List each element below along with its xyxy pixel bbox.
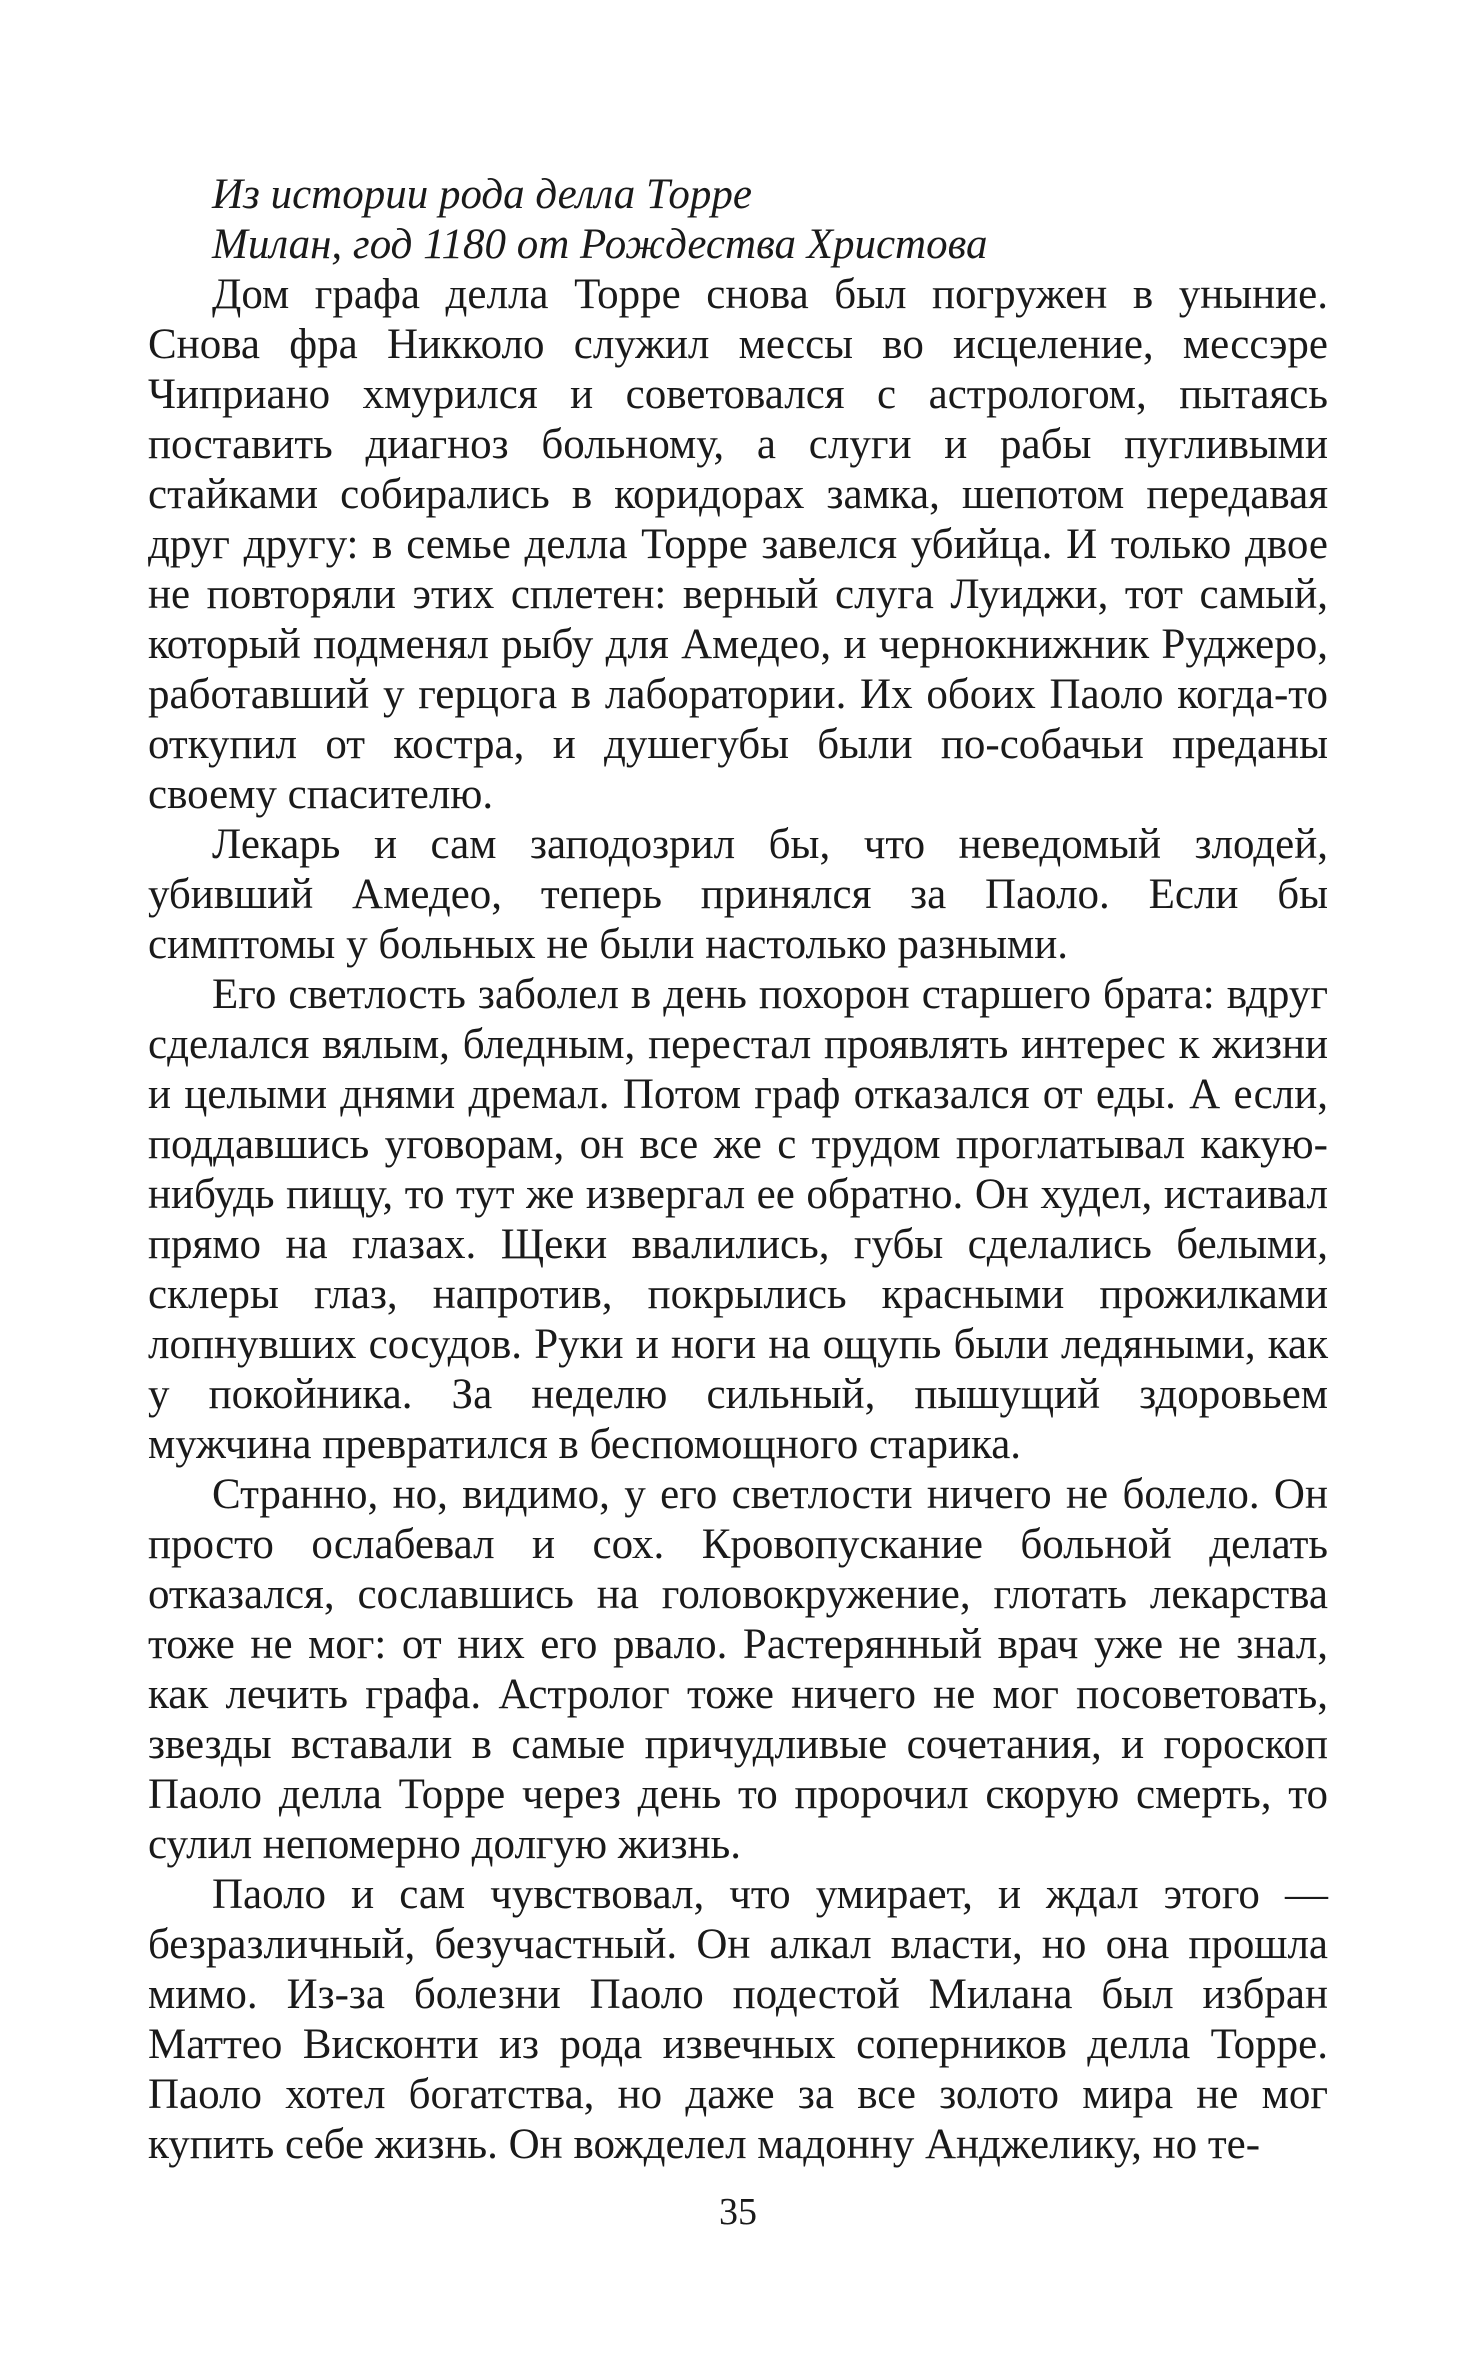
paragraph: Дом графа делла Торре снова был погружен в уныние. Снова фра Никколо служил мессы во исцеление, мессэре Чиприано хмурился и советовался с астрологом, пытаясь поставить диагноз больному, а слуги и рабы пугливыми стайками собирались в коридорах замка, шепотом передавая друг другу: в семье делла Торре завелся убийца. И только двое не повторяли этих сплетен: верный слуга Луиджи, тот самый, который подменял рыбу для Амедео, и чернокнижник Руджеро, работавший у герцога в лаборатории. Их обоих Паоло когда-то откупил от костра, и душегубы были по-собачьи преданы своему спасителю. xyxy=(148,271,1328,818)
page-number: 35 xyxy=(719,2191,757,2233)
paragraph: Лекарь и сам заподозрил бы, что неведомый злодей, убивший Амедео, теперь принялся за Паоло. Если бы симптомы у больных не были настолько разными. xyxy=(148,821,1328,968)
page-text xyxy=(148,170,1328,2170)
paragraph: Странно, но, видимо, у его светлости ничего не болело. Он просто ослабевал и сох. Кровопускание больной делать отказался, сославшись на головокружение, глотать лекарства тоже не мог: от них его рвало. Растерянный врач уже не знал, как лечить графа. Астролог тоже ничего не мог посоветовать, звезды вставали в самые причудливые сочетания, и гороскоп Паоло делла Торре через день то пророчил скорую смерть, то сулил непомерно долгую жизнь. xyxy=(148,1471,1328,1868)
paragraph: Его светлость заболел в день похорон старшего брата: вдруг сделался вялым, бледным, перестал проявлять интерес к жизни и целыми днями дремал. Потом граф отказался от еды. А если, поддавшись уговорам, он все же с трудом проглатывал какую-нибудь пищу, то тут же извергал ее обратно. Он худел, истаивал прямо на глазах. Щеки ввалились, губы сделались белыми, склеры глаз, напротив, покрылись красными прожилками лопнувших сосудов. Руки и ноги на ощупь были ледяными, как у покойника. За неделю сильный, пышущий здоровьем мужчина превратился в беспомощного старика. xyxy=(148,971,1328,1468)
paragraph: Паоло и сам чувствовал, что умирает, и ждал этого — безразличный, безучастный. Он алкал власти, но она прошла мимо. Из-за болезни Паоло подестой Милана был избран Маттео Висконти из рода извечных соперников делла Торре. Паоло хотел богатства, но даже за все золото мира не мог купить себе жизнь. Он вожделел мадонну Анджелику, но те- xyxy=(148,1871,1328,2168)
chapter-title: Из истории рода делла Торре xyxy=(212,171,752,218)
chapter-subtitle: Милан, год 1180 от Рождества Христова xyxy=(212,221,988,268)
